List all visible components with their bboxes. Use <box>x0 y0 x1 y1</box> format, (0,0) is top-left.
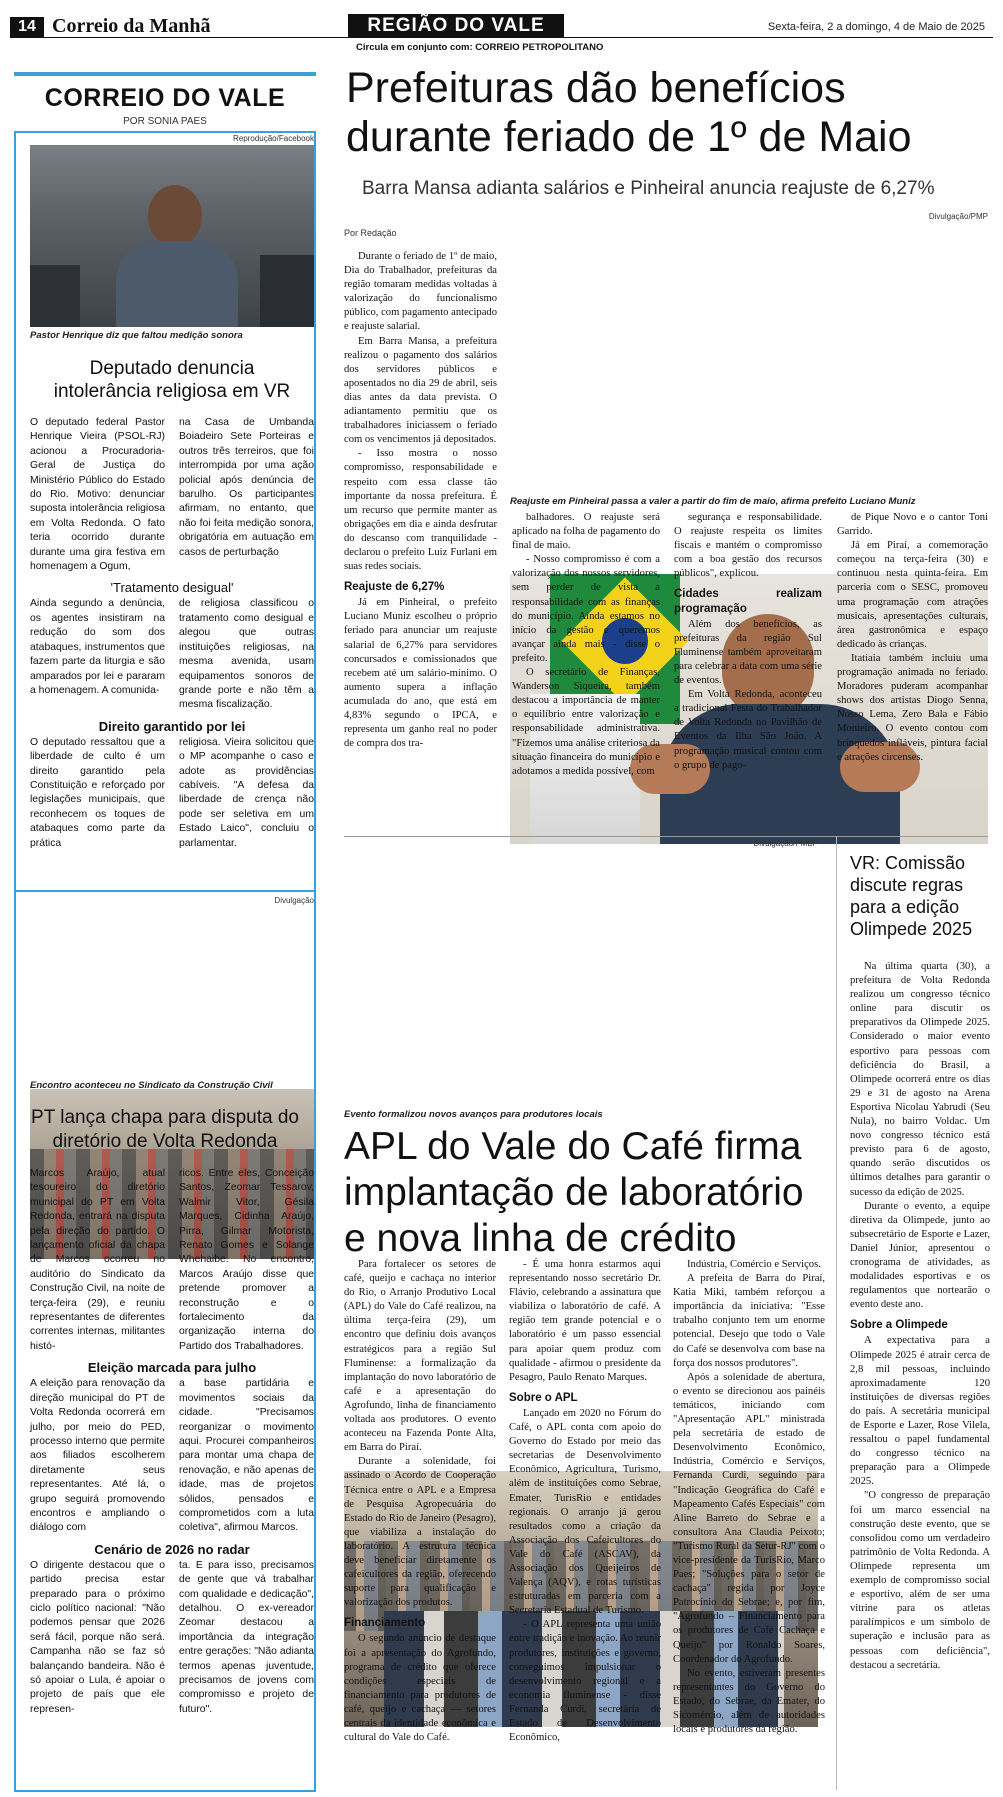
paragraph: Durante o evento, a equipe diretiva da Olimpede, junto ao subsecretário de Esporte e Lazer, Daniel Júnior, apresentou o cronograma de atividades, as modalidades esportivas e os regulamentos que nortearão o evento deste ano. <box>850 1200 990 1311</box>
subheading: 'Tratamento desigual' <box>110 580 234 596</box>
paragraph: Em Volta Redonda, aconteceu a tradicional Festa do Trabalhador de Volta Redonda no Pavilhão de Eventos da Ilha São João. A programação musical contou com o grupo de pago- <box>674 689 822 771</box>
page-number: 14 <box>10 17 44 37</box>
apl-headline: APL do Vale do Café firma implantação de laboratório e nova linha de crédito <box>344 1125 804 1260</box>
photo-caption: Reajuste em Pinheiral passa a valer a partir do fim de maio, afirma prefeito Luciano Muniz <box>510 496 916 507</box>
column-top-bar <box>14 72 316 76</box>
story-text: ricos. Entre eles, Conceição Santos, Zeomar Tessarov, Walmir Vitor, Gésila Marques, Cidinha Araújo, Pirra, Gilmar Motorista, Renato Gomes e Solange Whehaibe. No encontro, Marcos Araújo disse que pretende promover a reconstrução e o fortalecimento da organização interna do Partido dos Trabalhadores. <box>179 1168 314 1352</box>
story-text: religiosa. Vieira solicitou que o MP acompanhe o caso e adote as providências cabíveis. "A defesa da liberdade de crença não pode ser seletiva em um Estado Laico", concluiu o parlamentar. <box>179 736 314 849</box>
issue-date: Sexta-feira, 2 a domingo, 4 de Maio de 2025 <box>767 21 985 33</box>
story-text: ta. E para isso, precisamos de gente que vá trabalhar com qualidade e dedicação", detalhou. O ex-vereador Zeomar destacou a importância da integração entre gerações: "Não adianta termos apenas juventude, precisamos de jovens com compromisso e projeto de futuro". <box>179 1559 314 1715</box>
column-title: CORREIO DO VALE <box>44 84 286 112</box>
story-text: O dirigente destacou que o partido precisa estar preparado para o próximo ciclo político nacional: "Não podemos pensar que 2026 será fácil, porque não será. Campanha não se faz só balançando bandeira. Não é só apoiar o Lula, é apoiar o projeto de país que ele represen- <box>30 1559 165 1715</box>
article-text <box>509 1258 661 1385</box>
paragraph: segurança e responsabilidade. O reajuste respeita os limites fiscais e mantém o compromisso com a boa gestão dos recursos públicos", explicou. <box>674 512 822 580</box>
paragraph: Durante a solenidade, foi assinado o Acordo de Cooperação Técnica entre o APL e a Empresa de Pesquisa Agropecuária do Estado do Rio de Janeiro (Pesagro), que viabiliza a instalação do laboratório. A estrutura técnica deve beneficiar diretamente os cafeicultores da região, oferecendo suporte para qualificação e valorização dos produtos. <box>344 1456 496 1609</box>
paragraph: Para fortalecer os setores de café, queijo e cachaça no interior do Rio, o Arranjo Produtivo Local (APL) do Vale do Café realizou, na última terça-feira (29), um encontro que definiu dois avanços estratégicos para a região Sul Fluminense: a formalização da implantação do novo laboratório de café e a apresentação do Agrofundo, linha de financiamento voltada aos produtores. O evento aconteceu na Fazenda Ponte Alta, em Barra do Piraí. <box>344 1259 496 1454</box>
masthead-rule <box>10 37 993 38</box>
paragraph: Já em Pinheiral, o prefeito Luciano Muniz escolheu o próprio feriado para anunciar um reajuste salarial de 6,27% para servidores concursados e comissionados que recebem até um salário-mínimo. O aumento supera a inflação acumulada do ano, que está em 4,83% segundo o IPCA, e representa um ganho real no poder de compra dos tra- <box>344 597 497 750</box>
article-text <box>344 1632 496 1745</box>
paragraph: - O APL representa uma união entre tradição e inovação. Ao reunir produtores, instituições e governo, conseguimos impulsionar o desenvolvimento regional e a economia fluminense - disse Fernanda Curdi, secretária de Estado de Desenvolvimento Econômico, <box>509 1619 661 1744</box>
story-headline: PT lança chapa para disputa do diretório de Volta Redonda <box>31 1107 299 1152</box>
subheading: Sobre o APL <box>509 1391 578 1404</box>
subheading: Reajuste de 6,27% <box>344 581 445 594</box>
circulation-note: Circula em conjunto com: CORREIO PETROPOLITANO <box>356 42 604 53</box>
story-body <box>30 416 314 851</box>
article-column <box>837 511 988 765</box>
paragraph: - Nosso compromisso é com a valorização dos nossos servidores, sem perder de vista a responsabilidade com as finanças do município. Ainda estamos no início da gestão e queremos avançar ainda mais - disse o prefeito. <box>512 554 660 664</box>
photo-credit: Divulgação/PMP <box>928 212 988 221</box>
article-text <box>673 1258 825 1737</box>
paragraph: - Isso mostra o nosso compromisso, responsabilidade e respeito com essa classe tão importante da nossa prefeitura. É um recurso que permite manter as obrigações em dia e ainda desfrutar do descanso com tranquilidade - declarou o prefeito Luiz Furlani em suas redes sociais. <box>344 448 497 573</box>
paragraph: Já em Piraí, a comemoração começou na terça-feira (30) e continuou nesta quinta-feira. Em parceria com o SESC, promoveu uma programação com atrações musicais, apresentações culturais, área gastronômica e espaço dedicado às crianças. <box>837 540 988 650</box>
paragraph: de Pique Novo e o cantor Toni Garrido. <box>837 512 988 538</box>
article-text <box>512 511 660 779</box>
story-body <box>30 1167 314 1717</box>
section-divider <box>16 890 314 892</box>
article-column <box>512 511 660 779</box>
article-text <box>850 1334 990 1672</box>
section-divider <box>344 836 988 837</box>
paragraph: Na última quarta (30), a prefeitura de Volta Redonda realizou um congresso técnico online para discutir os preparativos da Olimpede 2025. Considerado o maior evento esportivo para pessoas com deficiência do Brasil, a Olimpede ocorrerá entre os dias 29 e 31 de agosto na Arena Esportiva Nicolau Yabrudi (Seu Nula), no bairro Voldac. Um novo congresso técnico está previsto para 6 de agosto, quando serão discutidos os últimos detalhes para garantir o sucesso da edição de 2025. <box>850 961 990 1198</box>
column-byline: POR SONIA PAES <box>123 116 207 127</box>
article-column <box>509 1258 661 1745</box>
paragraph: Lançado em 2020 no Fórum do Café, o APL conta com apoio do Governo do Estado por meio das secretarias de Desenvolvimento Econômico, Agricultura, Turismo, além de instituições como Sebrae, Emater, TurisRio e entidades regionais. O arranjo já gerou resultados como a criação da Associação dos Cafeicultores do Vale do Café (ASCAV), da Associação dos Queijeiros de Valença (AQV), e rotas turísticas estruturadas em parceria com a Secretaria Estadual de Turismo. <box>509 1407 661 1617</box>
article-text <box>850 960 990 1312</box>
paragraph: Durante o feriado de 1º de maio, Dia do Trabalhador, prefeituras da região tomaram medidas voltadas à valorização do funcionalismo público, com pagamento antecipado e reajuste salarial. <box>344 251 497 333</box>
story-text: na Casa de Umbanda Boiadeiro Sete Porteiras e outros três terreiros, que foi interrompida por uma ação policial após denúncia de barulho. Os participantes afirmam, no entanto, que não foi feita medição sonora, obrigatória em autuação em casos de perturbação <box>179 417 314 558</box>
story-text: O deputado federal Pastor Henrique Vieira (PSOL-RJ) acionou a Procuradoria-Geral de Justiça do Ministério Público do Estado do Rio. Motivo: denunciar suposta intolerância religiosa em Volta Redonda. O fato teria ocorrido durante durante uma gira festiva em homenagem a Ogum, <box>30 417 165 573</box>
article-text <box>344 1258 496 1610</box>
paragraph: Indústria, Comércio e Serviços. <box>687 1259 821 1270</box>
paragraph: Após a solenidade de abertura, o evento se direcionou aos painéis temáticos, iniciando com "Apresentação APL" ministrada pela secretária de estado de Desenvolvimento Econômico, Indústria, Comércio e Serviços, Fernanda Curdi, seguindo para "Indicação Geográfica do Café e Mapeamento Cafés Especiais" com Aline Barreto do Sebrae e a consultora Ana Claudia Peixoto; "Turismo Rural da Setur-RJ" com o vice-presidente da TurisRio, Marco Paes; "Soluções para o setor de cachaça" regida por Joyce Patrocínio do Sebrae; e, por fim, "Agrofundo – Financiamento para os produtores de Café Cachaça e Queijo" por Ronaldo Soares, Coordenador do Agrofundo. <box>673 1371 825 1665</box>
section-banner: REGIÃO DO VALE <box>348 14 564 38</box>
photo-credit: Reprodução/Facebook <box>233 134 314 143</box>
article-text <box>837 511 988 765</box>
paragraph: Além dos benefícios, as prefeituras da região Sul Fluminense também aproveitaram para celebrar a data com uma série de eventos. <box>674 618 822 687</box>
masthead <box>0 0 1003 53</box>
story-text: de religiosa classificou o tratamento como desigual e alegou que outras instituições religiosas, na mesma avenida, usam equipamentos sonoros de grande porte e não têm a mesma fiscalização. <box>179 598 314 711</box>
story-text: Ainda segundo a denúncia, os agentes insistiram na redução do som dos atabaques, instrumentos que fazem parte da liturgia e são amparados por lei e pararam a homenagem. A comunida- <box>30 598 165 696</box>
photo-caption: Evento formalizou novos avanços para produtores locais <box>344 1109 603 1120</box>
subheading: Direito garantido por lei <box>98 718 246 734</box>
subheading: Eleição marcada para julho <box>87 1360 257 1376</box>
paragraph: A prefeita de Barra do Piraí, Katia Miki, também reforçou a importância da iniciativa: "Esse trabalho conjunto tem um enorme potencial. Desejo que todo o Vale do Café se desenvolva com base na força dos nossos produtores". <box>673 1273 825 1369</box>
photo-credit: Divulgação <box>274 896 314 905</box>
article-text <box>674 618 822 773</box>
story-text: Marcos Araújo, atual tesoureiro do diretório municipal do PT em Volta Redonda, entrará na disputa pela direção do partido. O lançamento oficial da chapa de Marcos ocorreu no auditório do Sindicato da Construção Civil, na noite de terça-feira (29), e reuniu representantes de diferentes correntes internas, militantes histó- <box>30 1168 165 1352</box>
paragraph: - É uma honra estarmos aqui representando nosso secretário Dr. Flávio, celebrando a assinatura que viabiliza o laboratório de café. A região tem grande potencial e o laboratório é um passo essencial para apoiar quem produz com qualidade - afirmou o presidente da Pesagro, Paulo Renato Marques. <box>509 1259 661 1383</box>
paragraph: No evento, estiveram presentes representantes do Governo do Estado, do Sebrae, da Emater, do Sicomércio, além de autoridades locais e produtores da região. <box>673 1667 825 1736</box>
story-text: O deputado ressaltou que a liberdade de culto é um direito garantido pela Constituição e reforçado por legislações municipais, que reconhecem os toques de atabaques como parte da prática <box>30 736 165 849</box>
article-column <box>344 250 497 751</box>
story-headline: Deputado denuncia intolerância religiosa em VR <box>53 358 291 402</box>
paragraph: "O congresso de preparação foi um marco essencial na construção deste evento, que se consolidou como um verdadeiro patrimônio de Volta Redonda. A Olimpede representa um exemplo de compromisso social e esportivo, além de ser uma vitrine para os atletas paralímpicos e um símbolo de superação e inclusão para as pessoas com deficiência", destacou a secretária. <box>850 1490 990 1671</box>
paragraph: balhadores. O reajuste será aplicado na folha de pagamento do final de maio. <box>512 512 660 552</box>
article-column <box>673 1258 825 1737</box>
subheading: Financiamento <box>344 1617 426 1630</box>
paragraph: Em Barra Mansa, a prefeitura realizou o pagamento dos salários dos servidores públicos e aposentados no dia 29 de abril, seis dias antes da data prevista. O adiantamento permitiu que os trabalhadores iniciassem o feriado com os vencimentos já depositados. <box>344 335 497 446</box>
article-column <box>674 511 822 773</box>
paragraph: O segundo anúncio de destaque foi a apresentação do Agrofundo, programa de crédito que oferece condições especiais de financiamento para produtores de café, queijo e cachaça — setores centrais da identidade econômica e cultural do Vale do Café. <box>344 1633 496 1744</box>
article-column <box>344 1258 496 1745</box>
photo-caption: Encontro aconteceu no Sindicato da Construção Civil <box>30 1080 273 1091</box>
photo-caption: Pastor Henrique diz que faltou medição sonora <box>30 330 243 341</box>
paragraph: O secretário de Finanças, Wanderson Siqueira, também destacou a importância de manter o equilíbrio entre valorização e responsabilidade administrativa. "Fizemos uma análise criteriosa da situação financeira do município e adotamos a medida possível, com <box>512 667 660 777</box>
subheading: Cidades realizam programação <box>674 588 822 615</box>
paper-name: Correio da Manhã <box>52 15 211 37</box>
article-text <box>344 250 497 574</box>
article-column <box>850 960 990 1673</box>
paragraph: Itatiaia também incluiu uma programação animada no feriado. Moradores puderam acompanhar shows dos artistas Diogo Senna, Nosso Lema, Zero Bala e Fábio Monteiro. O evento contou com brinquedos infláveis, pintura facial e atrações circenses. <box>837 652 988 763</box>
subheading: Cenário de 2026 no radar <box>94 1541 250 1557</box>
article-text <box>674 511 822 581</box>
story-text: a base partidária e movimentos sociais da cidade. "Precisamos reorganizar o movimento aqui. Procurei companheiros para montar uma chapa de renovação, e não apenas de idade, mas de projetos sólidos, pensados e comprometidos com a luta coletiva", afirmou Marcos. <box>179 1378 314 1534</box>
main-byline: Por Redação <box>344 228 397 238</box>
olimpede-headline: VR: Comissão discute regras para a edição Olimpede 2025 <box>850 853 973 939</box>
story-text: A eleição para renovação da direção municipal do PT de Volta Redonda ocorrerá em julho, por meio do PED, processo interno que permite aos filiados escolherem diretamente seus representantes. Até lá, o grupo seguirá promovendo encontros e ampliando o diálogo com <box>30 1378 165 1534</box>
section-divider <box>836 836 837 1790</box>
paragraph: A expectativa para a Olimpede 2025 é atrair cerca de 2,8 mil pessoas, incluindo aproximadamente 120 instituições de diversas regiões do país. A secretária municipal de Esporte e Lazer, Rose Vilela, ressaltou o papel fundamental do congresso técnico na preparação para a Olimpede 2025. <box>850 1335 990 1488</box>
photo-pastor-henrique <box>30 145 314 327</box>
photo-credit: Divulgação/PMBP <box>753 839 818 848</box>
subheading: Sobre a Olimpede <box>850 1319 948 1332</box>
article-text <box>509 1407 661 1745</box>
main-subheadline: Barra Mansa adianta salários e Pinheiral anuncia reajuste de 6,27% <box>362 178 935 199</box>
main-headline: Prefeituras dão benefícios durante feriado de 1º de Maio <box>346 64 912 161</box>
article-text <box>344 596 497 751</box>
